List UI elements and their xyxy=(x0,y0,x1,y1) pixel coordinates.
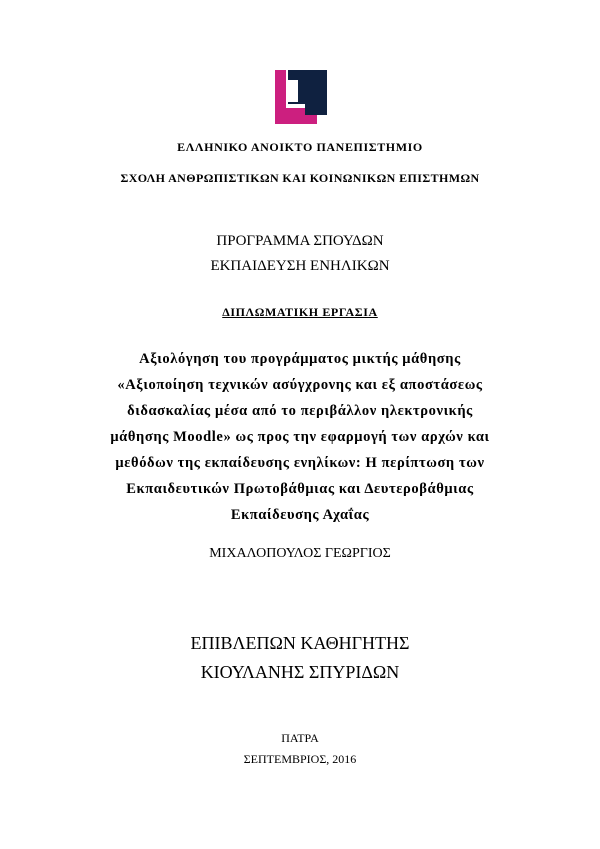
city: ΠΑΤΡΑ xyxy=(281,731,319,745)
supervisor-label: ΕΠΙΒΛΕΠΩΝ ΚΑΘΗΓΗΤΗΣ xyxy=(190,633,410,653)
logo-inner-notch xyxy=(288,80,298,102)
thesis-title-line: Εκπαιδευτικών Πρωτοβάθμιας και Δευτεροβάθμιας xyxy=(126,481,474,497)
program-title: ΠΡΟΓΡΑΜΜΑ ΣΠΟΥΔΩΝ xyxy=(216,233,384,249)
program-name: ΕΚΠΑΙΔΕΥΣΗ ΕΝΗΛΙΚΩΝ xyxy=(210,258,390,274)
author-name: ΜΙΧΑΛΟΠΟΥΛΟΣ ΓΕΩΡΓΙΟΣ xyxy=(209,546,391,561)
thesis-title xyxy=(0,349,600,531)
thesis-title-line: μεθόδων της εκπαίδευσης ενηλίκων: Η περίπτωση των xyxy=(115,455,485,471)
school-name: ΣΧΟΛΗ ΑΝΘΡΩΠΙΣΤΙΚΩΝ ΚΑΙ ΚΟΙΝΩΝΙΚΩΝ ΕΠΙΣΤΗΜΩΝ xyxy=(120,171,480,185)
thesis-title-line: Εκπαίδευσης Αχαΐας xyxy=(230,507,370,523)
university-name: ΕΛΛΗΝΙΚΟ ΑΝΟΙΚΤΟ ΠΑΝΕΠΙΣΤΗΜΙΟ xyxy=(177,140,423,154)
thesis-label: ΔΙΠΛΩΜΑΤΙΚΗ ΕΡΓΑΣΙΑ xyxy=(222,305,378,319)
date: ΣΕΠΤΕΜΒΡΙΟΣ, 2016 xyxy=(243,752,357,766)
thesis-title-line: διδασκαλίας μέσα από το περιβάλλον ηλεκτρονικής xyxy=(127,403,473,419)
thesis-title-line: μάθησης Moodle» ως προς την εφαρμογή των αρχών και xyxy=(110,429,490,445)
thesis-title-line: Αξιολόγηση του προγράμματος μικτής μάθησης xyxy=(139,351,461,367)
eap-logo-icon xyxy=(275,70,327,124)
supervisor-name: ΚΙΟΥΛΑΝΗΣ ΣΠΥΡΙΔΩΝ xyxy=(200,662,400,682)
thesis-title-line: «Αξιοποίηση τεχνικών ασύγχρονης και εξ αποστάσεως xyxy=(117,377,483,393)
